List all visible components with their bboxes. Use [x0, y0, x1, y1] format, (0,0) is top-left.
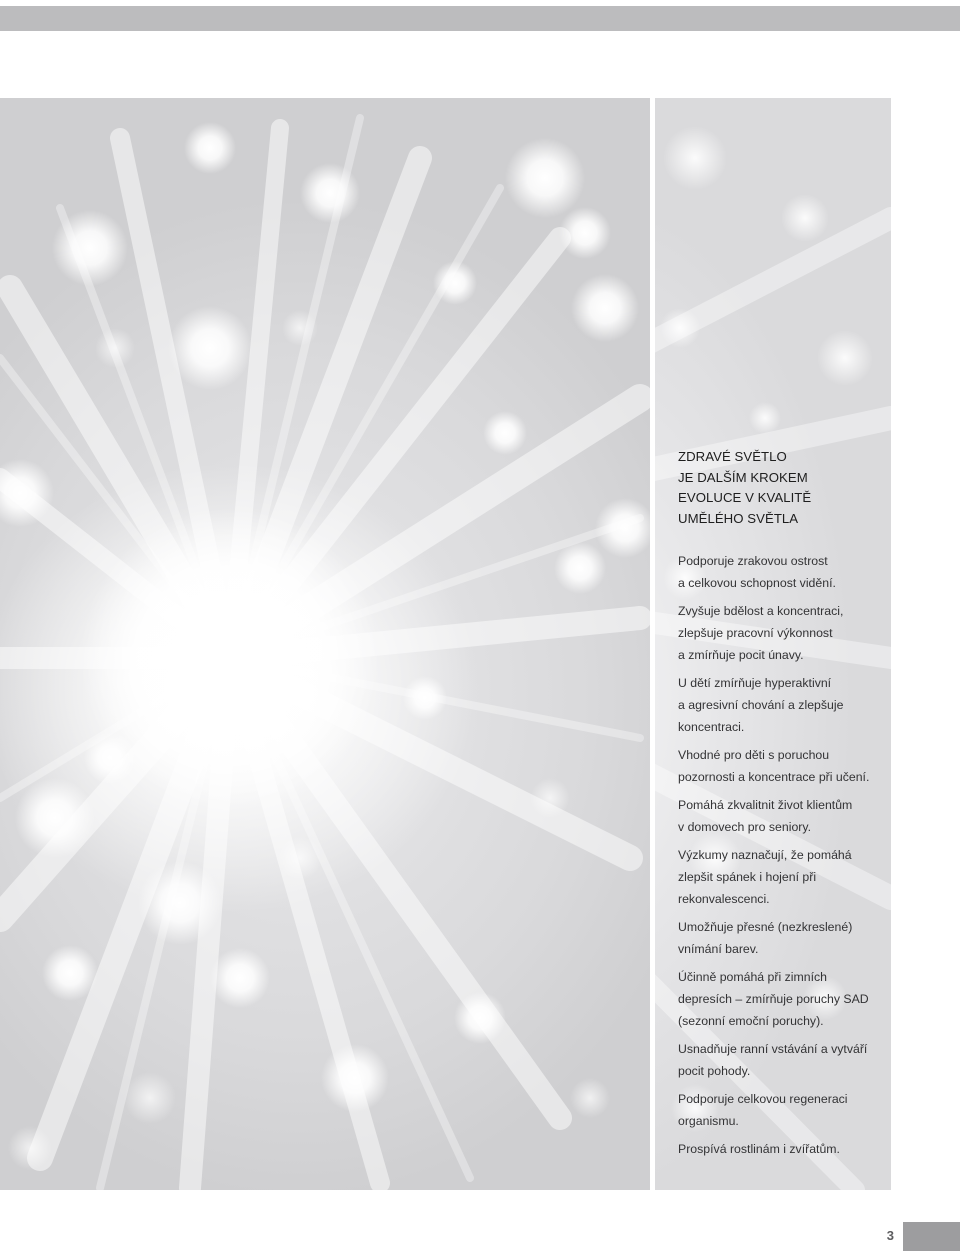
benefit-paragraph	[678, 1039, 890, 1083]
heading-line: UMĚLÉHO SVĚTLA	[678, 510, 799, 526]
light-burst-photo	[0, 98, 650, 1190]
paragraph-line: Podporuje zrakovou ostrost	[678, 554, 828, 568]
paragraph-line: Prospívá rostlinám i zvířatům.	[678, 1142, 840, 1157]
benefit-paragraph	[678, 917, 890, 961]
benefit-paragraph	[678, 601, 890, 666]
benefit-paragraph	[678, 1089, 890, 1133]
paragraph-line: Vhodné pro děti s poruchou	[678, 747, 830, 762]
text-column	[678, 447, 890, 1167]
paragraph-line: koncentraci.	[678, 719, 745, 734]
paragraph-line: Usnadňuje ranní vstávání a vytváří	[678, 1041, 868, 1056]
heading-line: JE DALŠÍM KROKEM	[678, 469, 808, 485]
paragraph-line: Zvyšuje bdělost a koncentraci,	[678, 604, 844, 619]
paragraph-line: Pomáhá zkvalitnit život klientům	[678, 797, 853, 812]
paragraph-line: Podporuje celkovou regeneraci	[678, 1092, 848, 1107]
paragraph-line: zlepšuje pracovní výkonnost	[678, 625, 833, 640]
benefit-paragraph	[678, 745, 890, 789]
page-number: 3	[886, 1228, 894, 1243]
paragraph-line: organismu.	[678, 1113, 739, 1128]
paragraph-line: a zmírňuje pocit únavy.	[678, 647, 804, 662]
paragraph-line: pozornosti a koncentrace při učení.	[678, 769, 870, 784]
paragraph-line: Výzkumy naznačují, že pomáhá	[678, 848, 852, 863]
paragraph-line: depresích – zmírňuje poruchy SAD	[678, 991, 869, 1006]
paragraph-line: (sezonní emoční poruchy).	[678, 1013, 824, 1028]
benefit-paragraph	[678, 551, 890, 595]
bokeh-light-rays	[0, 98, 650, 1190]
benefit-paragraph	[678, 967, 890, 1032]
heading-line: EVOLUCE V KVALITĚ	[678, 490, 812, 505]
page-tab	[903, 1222, 960, 1251]
top-bar	[0, 6, 960, 31]
paragraph-line: a celkovou schopnost vidění.	[678, 575, 836, 590]
paragraph-line: a agresivní chování a zlepšuje	[678, 697, 844, 712]
paragraph-line: U dětí zmírňuje hyperaktivní	[678, 675, 832, 690]
heading-line: ZDRAVÉ SVĚTLO	[678, 449, 787, 464]
benefit-paragraph	[678, 845, 890, 910]
benefit-paragraph	[678, 673, 890, 738]
section-heading	[678, 447, 890, 529]
paragraph-line: v domovech pro seniory.	[678, 819, 812, 834]
paragraph-line: pocit pohody.	[678, 1063, 751, 1078]
paragraph-line: zlepšit spánek i hojení při	[678, 869, 817, 884]
benefit-paragraph	[678, 795, 890, 839]
benefit-paragraph	[678, 1139, 890, 1161]
paragraph-line: vnímání barev.	[678, 941, 759, 956]
paragraph-line: Umožňuje přesné (nezkreslené)	[678, 919, 853, 934]
paragraph-line: rekonvalescenci.	[678, 891, 770, 906]
paragraph-line: Účinně pomáhá při zimních	[678, 970, 827, 985]
